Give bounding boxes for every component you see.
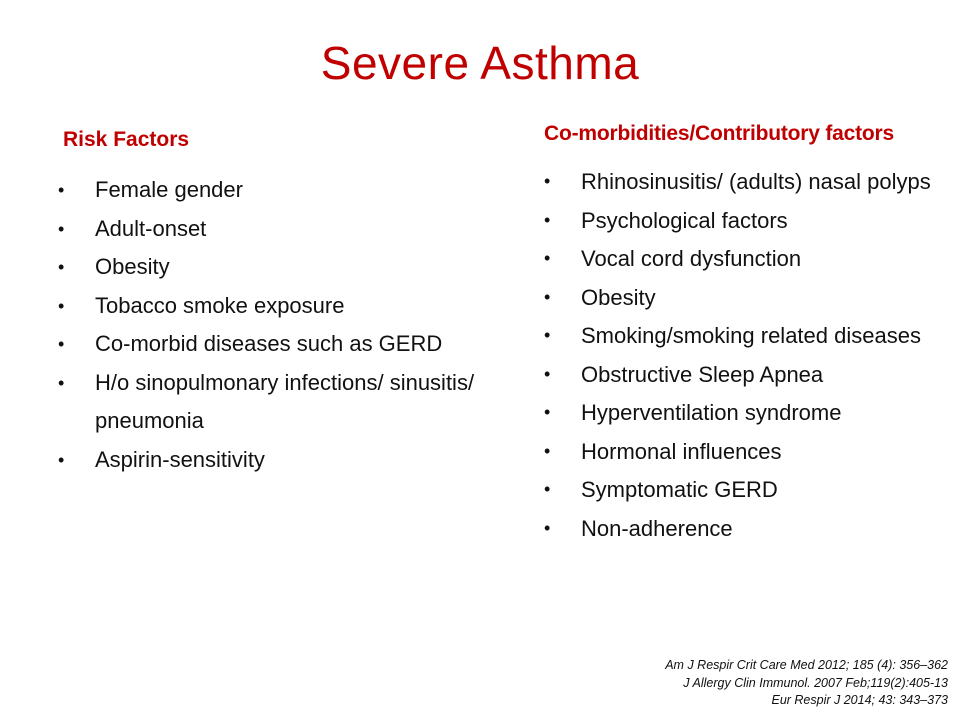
list-item-text: Obstructive Sleep Apnea — [581, 361, 824, 387]
bullet-icon: • — [58, 449, 65, 470]
list-item — [544, 205, 954, 237]
list-item — [544, 397, 954, 429]
list-item-text: Female gender — [95, 177, 243, 202]
bullet-icon: • — [544, 248, 551, 268]
list-item — [58, 248, 533, 287]
list-item — [58, 325, 533, 364]
list-item — [544, 320, 954, 352]
list-item-text: Non-adherence — [581, 515, 733, 541]
risk-factors-column — [58, 128, 533, 479]
bullet-icon: • — [58, 218, 65, 239]
list-item — [58, 287, 533, 326]
bullet-icon: • — [58, 372, 65, 393]
bullet-icon: • — [544, 440, 551, 461]
list-item-text: Obesity — [95, 254, 170, 279]
list-item-text: Rhinosinusitis/ (adults) nasal polyps — [581, 169, 931, 194]
risk-factors-list — [58, 171, 533, 479]
comorbidities-heading: Co-morbidities/Contributory factors — [544, 122, 895, 145]
bullet-icon: • — [544, 171, 551, 191]
list-item-text: Hormonal influences — [581, 438, 782, 464]
list-item-text: Hyperventilation syndrome — [581, 400, 842, 425]
risk-factors-heading: Risk Factors — [63, 128, 190, 151]
list-item — [58, 210, 533, 249]
list-item-text: Aspirin-sensitivity — [95, 446, 265, 472]
bullet-icon: • — [58, 295, 65, 316]
bullet-icon: • — [58, 257, 65, 277]
reference-citation: Am J Respir Crit Care Med 2012; 185 (4): 356–362 — [665, 658, 948, 672]
bullet-icon: • — [544, 209, 551, 230]
list-item-text: Vocal cord dysfunction — [581, 246, 802, 271]
bullet-icon: • — [544, 479, 551, 499]
list-item-text: Symptomatic GERD — [581, 477, 778, 502]
list-item-text: Psychological factors — [581, 207, 788, 233]
list-item — [58, 171, 533, 210]
bullet-icon: • — [544, 286, 551, 307]
bullet-icon: • — [544, 402, 551, 422]
list-item-text: Co-morbid diseases such as GERD — [95, 331, 443, 356]
list-item — [58, 441, 533, 480]
list-item-text: Tobacco smoke exposure — [95, 292, 345, 318]
list-item-text: Adult-onset — [95, 215, 207, 241]
list-item — [544, 359, 954, 391]
list-item — [58, 364, 533, 441]
references — [665, 657, 948, 710]
reference-citation: J Allergy Clin Immunol. 2007 Feb;119(2):405-13 — [683, 675, 948, 690]
bullet-icon: • — [58, 180, 65, 200]
bullet-icon: • — [544, 325, 551, 345]
slide-title: Severe Asthma — [320, 37, 640, 89]
bullet-icon: • — [544, 517, 551, 538]
list-item-text: Smoking/smoking related diseases — [581, 323, 921, 348]
list-item — [544, 474, 954, 506]
list-item-text: Obesity — [581, 284, 656, 310]
list-item — [544, 513, 954, 545]
list-item — [544, 243, 954, 275]
list-item — [544, 166, 954, 198]
bullet-icon: • — [544, 363, 551, 384]
list-item-text: H/o sinopulmonary infections/ sinusitis/ pneumonia — [95, 369, 475, 433]
reference-citation: Eur Respir J 2014; 43: 343–373 — [771, 693, 948, 707]
list-item — [544, 436, 954, 468]
comorbidities-list — [544, 166, 954, 544]
list-item — [544, 282, 954, 314]
comorbidities-column — [544, 122, 954, 551]
bullet-icon: • — [58, 334, 65, 354]
